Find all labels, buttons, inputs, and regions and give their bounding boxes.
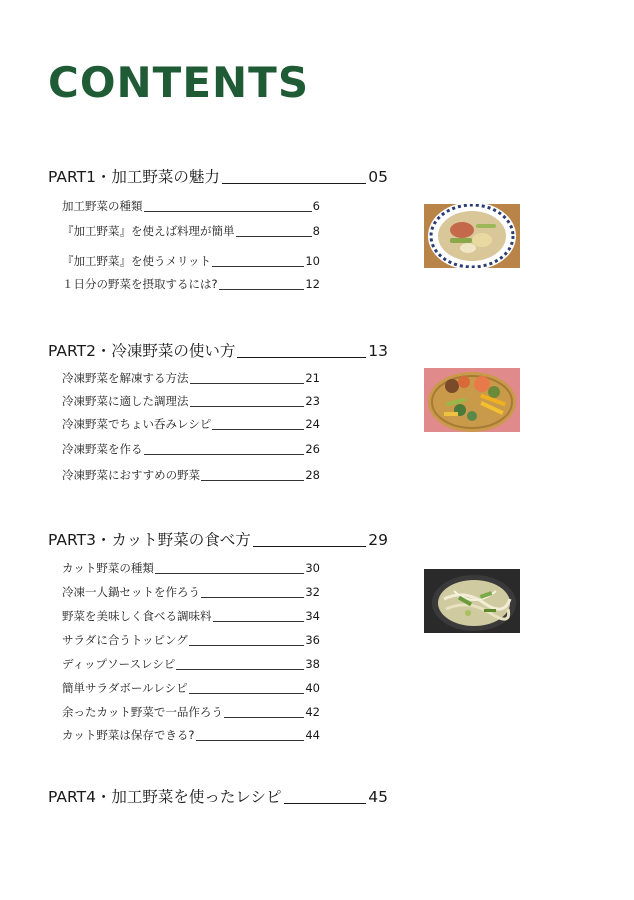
part-page-number: 29	[368, 531, 388, 549]
toc-entry-page: 34	[305, 609, 320, 623]
toc-entry[interactable]	[62, 680, 320, 696]
part-heading[interactable]	[48, 528, 388, 550]
toc-entry[interactable]	[62, 276, 320, 292]
toc-entry[interactable]	[62, 632, 320, 648]
toc-entry[interactable]	[62, 704, 320, 720]
toc-entry-label: カット野菜の種類	[62, 561, 154, 575]
part-page-number: 13	[368, 342, 388, 360]
toc-entry-label: 冷凍一人鍋セットを作ろう	[62, 585, 200, 599]
toc-entry-label: 余ったカット野菜で一品作ろう	[62, 705, 223, 719]
leader-line	[219, 289, 305, 290]
toc-entry-page: 42	[305, 705, 320, 719]
toc-entry[interactable]	[62, 727, 320, 743]
toc-entry-page: 36	[305, 633, 320, 647]
toc-entry-label: 『加工野菜』を使うメリット	[62, 254, 212, 268]
toc-entry-page: 26	[305, 442, 320, 456]
leader-line	[212, 429, 304, 430]
toc-entry-page: 12	[305, 277, 320, 291]
toc-entry-page: 28	[305, 468, 320, 482]
leader-line	[201, 597, 304, 598]
toc-entry-page: 40	[305, 681, 320, 695]
part-page-number: 45	[368, 788, 388, 806]
leader-line	[144, 454, 305, 455]
leader-line	[237, 357, 366, 358]
toc-entry-page: 24	[305, 417, 320, 431]
toc-entry[interactable]	[62, 584, 320, 600]
toc-entry[interactable]	[62, 467, 320, 483]
leader-line	[189, 645, 305, 646]
toc-entry-page: 8	[312, 224, 320, 238]
toc-entry-page: 44	[305, 728, 320, 742]
leader-line	[176, 669, 304, 670]
part-title: PART2・冷凍野菜の使い方	[48, 342, 236, 360]
leader-line	[201, 480, 304, 481]
part-title: PART3・カット野菜の食べ方	[48, 531, 251, 549]
toc-entry[interactable]	[62, 416, 320, 432]
toc-entry-label: ディップソースレシピ	[62, 657, 176, 671]
toc-entry[interactable]	[62, 560, 320, 576]
toc-entry-page: 21	[305, 371, 320, 385]
toc-entry-page: 32	[305, 585, 320, 599]
toc-entry-label: サラダに合うトッピング	[62, 633, 188, 647]
toc-entry[interactable]	[62, 608, 320, 624]
part-title: PART1・加工野菜の魅力	[48, 168, 220, 186]
toc-entry-page: 23	[305, 394, 320, 408]
toc-entry-label: 冷凍野菜におすすめの野菜	[62, 468, 201, 482]
food-photo-vegetable-stew	[424, 204, 520, 268]
toc-entry[interactable]	[62, 198, 320, 214]
toc-entry-label: 簡単サラダボールレシピ	[62, 681, 188, 695]
leader-line	[196, 740, 305, 741]
part-heading[interactable]	[48, 785, 388, 807]
page-title: CONTENTS	[48, 58, 310, 107]
toc-entry[interactable]	[62, 223, 320, 239]
toc-entry[interactable]	[62, 656, 320, 672]
food-photo-stir-fried-vegetables	[424, 569, 520, 633]
leader-line	[222, 183, 366, 184]
leader-line	[190, 406, 305, 407]
food-photo-frozen-vegetables	[424, 368, 520, 432]
leader-line	[155, 573, 304, 574]
part-heading[interactable]	[48, 165, 388, 187]
toc-entry-page: 6	[312, 199, 320, 213]
toc-entry-label: 加工野菜の種類	[62, 199, 143, 213]
leader-line	[253, 546, 366, 547]
toc-entry-label: 冷凍野菜を作る	[62, 442, 143, 456]
leader-line	[284, 803, 367, 804]
part-page-number: 05	[368, 168, 388, 186]
toc-entry-label: 冷凍野菜に適した調理法	[62, 394, 189, 408]
part-title: PART4・加工野菜を使ったレシピ	[48, 788, 282, 806]
toc-entry-page: 38	[305, 657, 320, 671]
toc-entry[interactable]	[62, 370, 320, 386]
leader-line	[236, 236, 312, 237]
toc-entry[interactable]	[62, 441, 320, 457]
leader-line	[189, 693, 305, 694]
toc-entry-label: １日分の野菜を摂取するには?	[62, 277, 218, 291]
toc-entry-label: 冷凍野菜でちょい呑みレシピ	[62, 417, 212, 431]
leader-line	[224, 717, 304, 718]
leader-line	[144, 211, 312, 212]
toc-entry-page: 10	[305, 254, 320, 268]
toc-entry[interactable]	[62, 393, 320, 409]
part-heading[interactable]	[48, 339, 388, 361]
toc-entry-label: 『加工野菜』を使えば料理が簡単	[62, 224, 235, 238]
toc-entry-label: カット野菜は保存できる?	[62, 728, 195, 742]
leader-line	[190, 383, 305, 384]
leader-line	[212, 266, 304, 267]
leader-line	[213, 621, 305, 622]
toc-entry[interactable]	[62, 253, 320, 269]
toc-entry-label: 冷凍野菜を解凍する方法	[62, 371, 189, 385]
toc-entry-page: 30	[305, 561, 320, 575]
toc-entry-label: 野菜を美味しく食べる調味料	[62, 609, 212, 623]
